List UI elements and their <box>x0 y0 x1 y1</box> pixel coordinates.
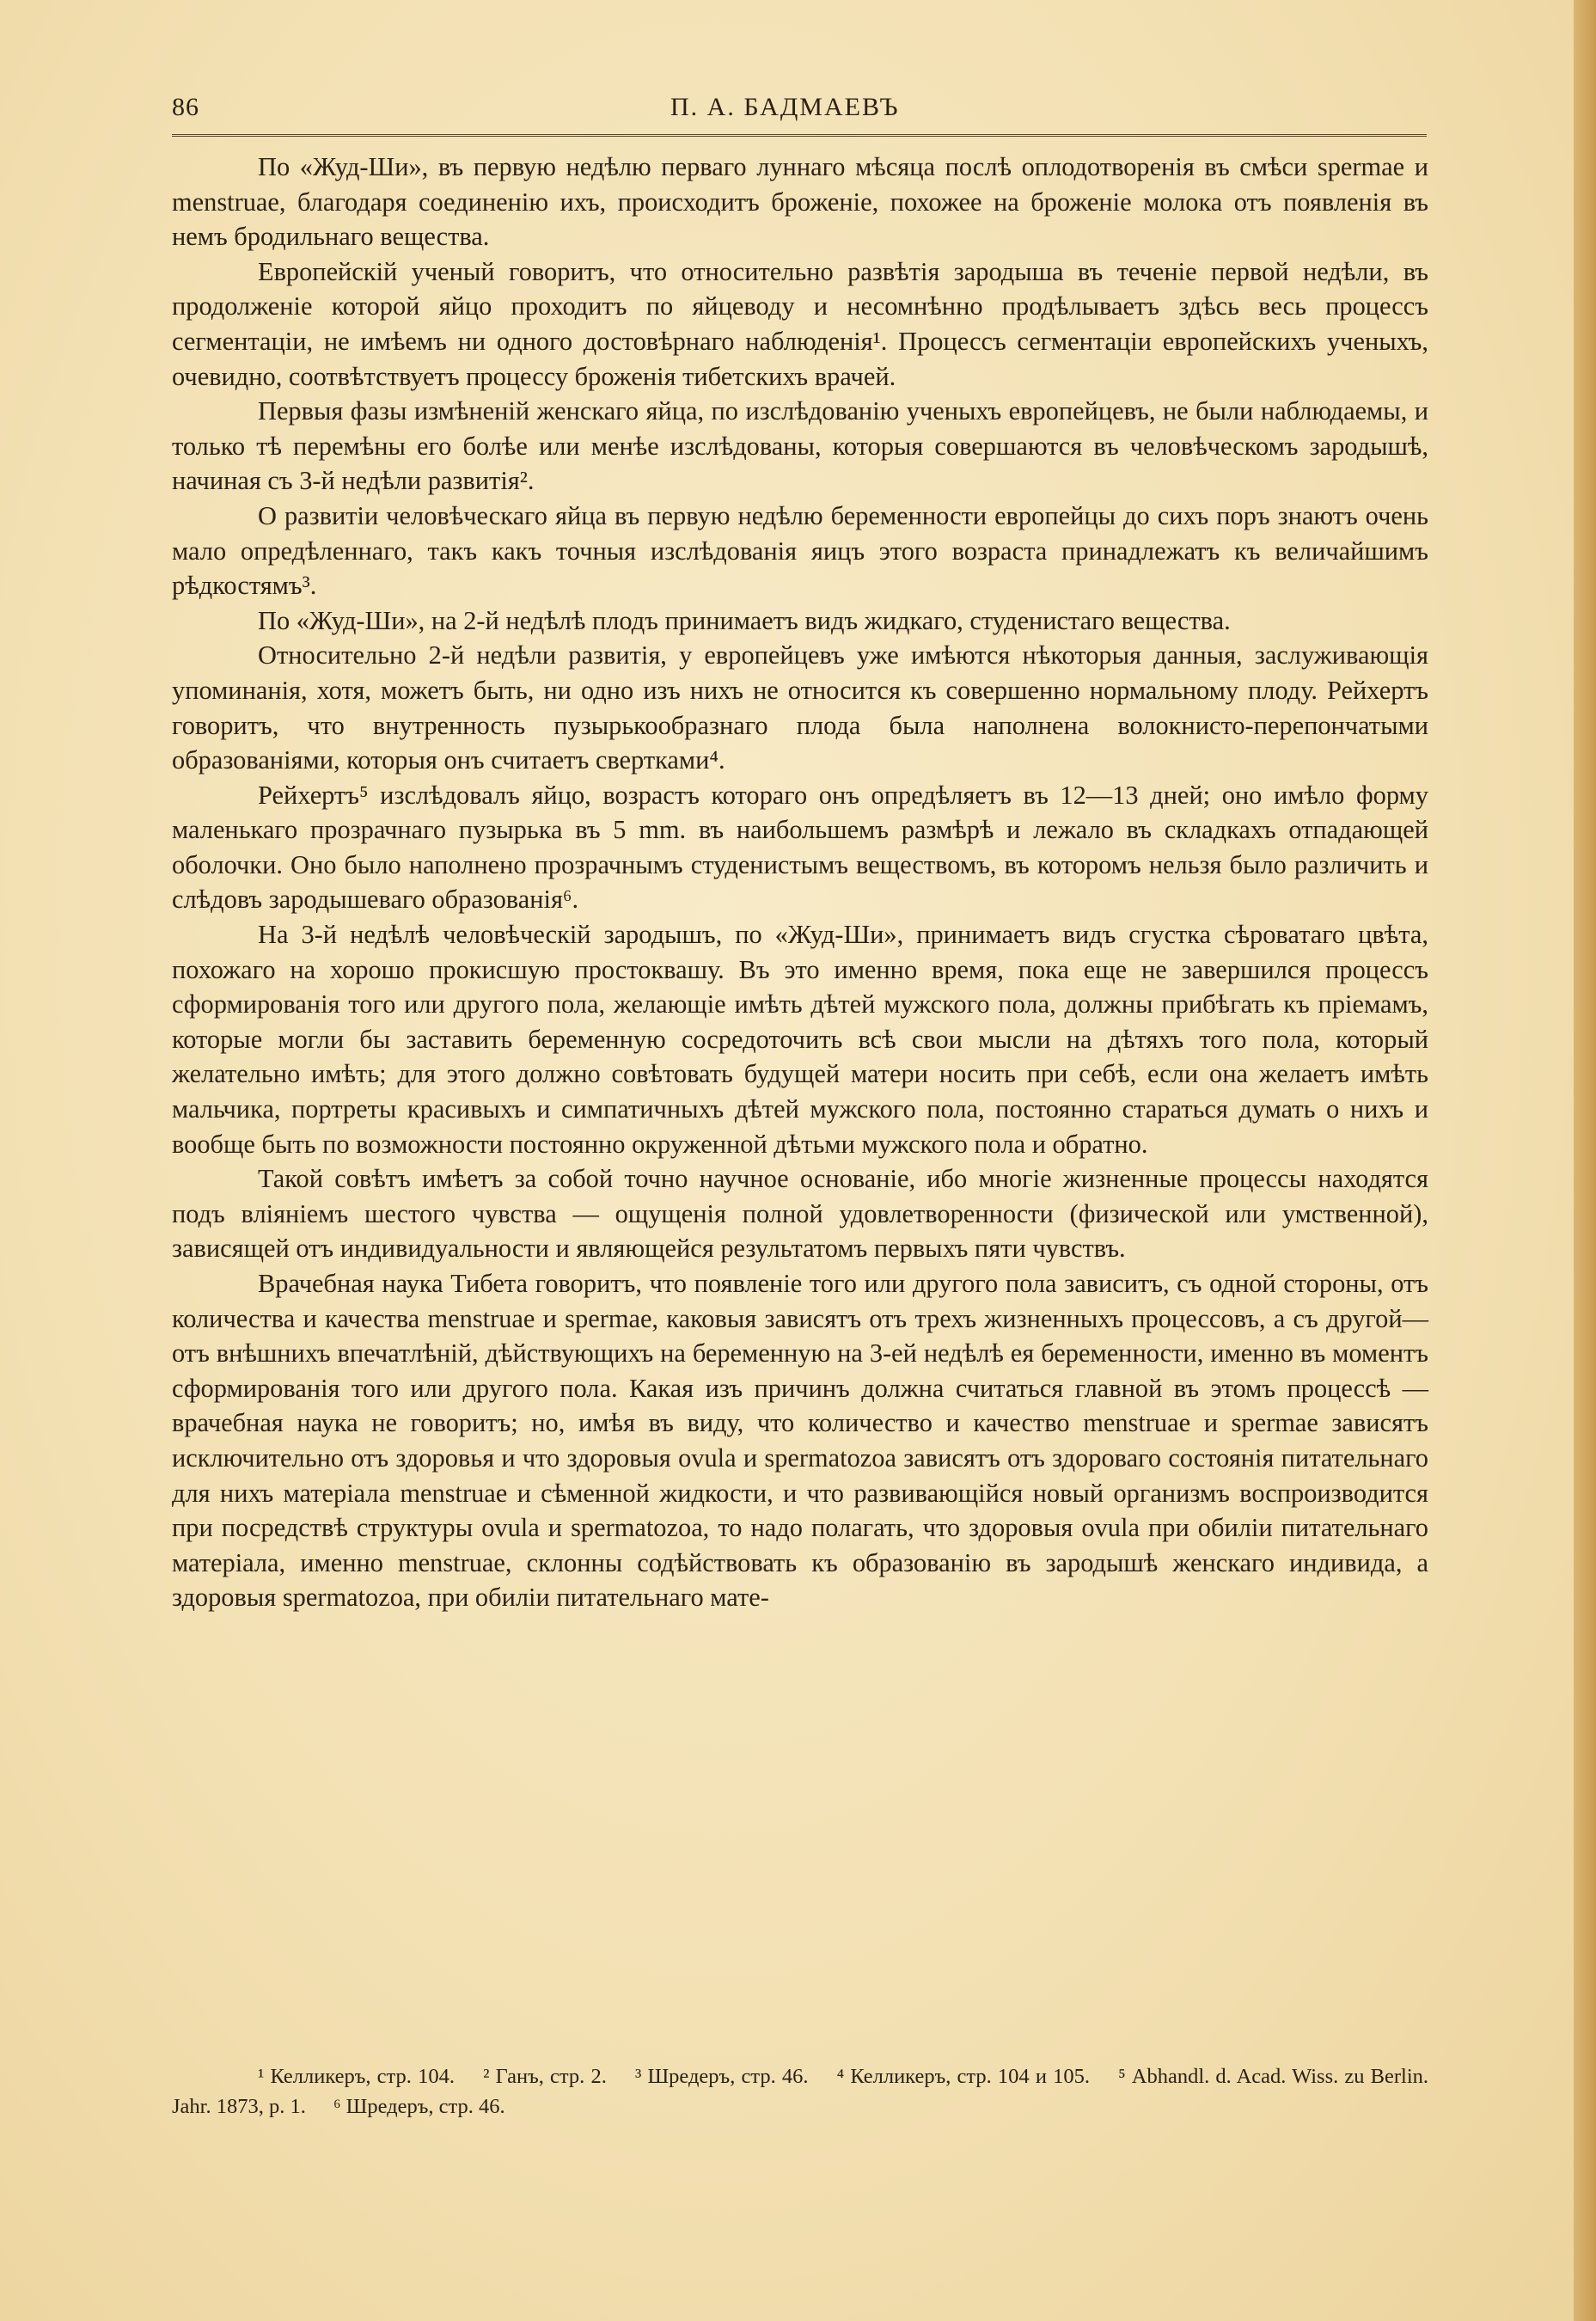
paragraph: По «Жуд-Ши», на 2-й недѣлѣ плодъ принимаетъ видъ жидкаго, студенистаго вещества. <box>258 605 1231 635</box>
paragraph: О развитіи человѣческаго яйца въ первую недѣлю беременности европейцы до сихъ поръ знаютъ очень мало опредѣленнаго, такъ какъ точныя изслѣдованія яицъ этого возраста принадлежатъ къ величайшимъ рѣдкостямъ³. <box>172 500 1428 601</box>
paragraph: Рейхертъ⁵ изслѣдовалъ яйцо, возрастъ котораго онъ опредѣляетъ въ 12—13 дней; оно имѣло форму маленькаго прозрачнаго пузырька въ 5 mm. въ наибольшемъ размѣрѣ и лежало въ складкахъ отпадающей оболочки. Оно было наполнено прозрачнымъ студенистымъ веществомъ, въ которомъ нельзя было различить и слѣдовъ зародышеваго образованія⁶. <box>172 780 1428 915</box>
paragraph: На 3-й недѣлѣ человѣческій зародышъ, по «Жуд-Ши», принимаетъ видъ сгустка сѣроватаго цвѣта, похожаго на хорошо прокисшую простоквашу. Въ это именно время, пока еще не завершился процессъ сформированія того или другого пола, желающіе имѣть дѣтей мужского пола, должны прибѣгать къ пріемамъ, которые могли бы заставить беременную сосредоточить всѣ свои мысли на дѣтяхъ того пола, который желательно имѣть; для этого должно совѣтовать будущей матери носить при себѣ, если она желаетъ имѣть мальчика, портреты красивыхъ и симпатичныхъ дѣтей мужского пола, постоянно стараться думать о нихъ и вообще быть по возможности постоянно окруженной дѣтьми мужского пола и обратно. <box>172 920 1428 1159</box>
footnote: ⁴ Келликеръ, стр. 104 и 105. <box>836 2065 1090 2088</box>
header-rule <box>172 134 1427 137</box>
paragraph: Такой совѣтъ имѣетъ за собой точно научное основаніе, ибо многіе жизненные процессы находятся подъ вліяніемъ шестого чувства — ощущенія полной удовлетворенности (физической или умственной), зависящей отъ индивидуальности и являющейся результатомъ первыхъ пяти чувствъ. <box>172 1164 1428 1264</box>
footnotes <box>172 2061 1428 2122</box>
footnote: ⁵ Abhandl. d. Acad. Wiss. zu Berlin. Jahr. 1873, p. 1. <box>172 2065 1428 2118</box>
paragraph: Европейскій ученый говоритъ, что относительно развѣтія зародыша въ теченіе первой недѣли, въ продолженіе которой яйцо проходитъ по яйцеводу и несомнѣнно продѣлываетъ здѣсь весь процессъ сегментаціи, не имѣемъ ни одного достовѣрнаго наблюденія¹. Процессъ сегментаціи европейскихъ ученыхъ, очевидно, соотвѣтствуетъ процессу броженія тибетскихъ врачей. <box>172 256 1428 391</box>
footnote: ⁶ Шредеръ, стр. 46. <box>333 2095 505 2118</box>
page-number: 86 <box>172 93 199 121</box>
footnote: ² Ганъ, стр. 2. <box>483 2065 607 2088</box>
footnote-block <box>172 2061 1428 2122</box>
paragraph: Относительно 2-й недѣли развитія, у европейцевъ уже имѣются нѣкоторыя данныя, заслуживающія упоминанія, хотя, можетъ быть, ни одно изъ нихъ не относится къ совершенно нормальному плоду. Рейхертъ говоритъ, что внутренность пузырькообразнаго плода была наполнена волокнисто-перепончатыми образованіями, которыя онъ считаетъ свертками⁴. <box>172 640 1428 775</box>
paragraph: По «Жуд-Ши», въ первую недѣлю перваго луннаго мѣсяца послѣ оплодотворенія въ смѣси spermae и menstruae, благодаря соединенію ихъ, происходитъ броженіе, похожее на броженіе молока отъ появленія въ немъ бродильнаго вещества. <box>172 152 1428 252</box>
paragraph: Первыя фазы измѣненій женскаго яйца, по изслѣдованію ученыхъ европейцевъ, не были наблюдаемы, и только тѣ перемѣны его болѣе или менѣе изслѣдованы, которыя совершаются въ человѣческомъ зародышѣ, начиная съ 3-й недѣли развитія². <box>172 396 1428 496</box>
footnote: ³ Шредеръ, стр. 46. <box>634 2065 809 2088</box>
page-edge <box>1574 0 1596 2321</box>
running-head: П. А. БАДМАЕВЪ <box>670 93 900 121</box>
page-header <box>172 93 1427 132</box>
paragraph: Врачебная наука Тибета говоритъ, что появленіе того или другого пола зависитъ, съ одной стороны, отъ количества и качества menstruae и spermae, каковыя зависятъ отъ трехъ жизненныхъ процессовъ, а съ другой—отъ внѣшнихъ впечатлѣній, дѣйствующихъ на беременную на 3-ей недѣлѣ ея беременности, именно въ моментъ сформированія того или другого пола. Какая изъ причинъ должна считаться главной въ этомъ процессѣ — врачебная наука не говоритъ; но, имѣя въ виду, что количество и качество menstruae и spermae зависятъ исключительно отъ здоровья и что здоровыя ovula и spermatozoa зависятъ отъ здороваго состоянія питательнаго для нихъ матеріала menstruae и сѣменной жидкости, и что развивающійся новый организмъ воспроизводится при посредствѣ структуры ovula и spermatozoa, то надо полагать, что здоровыя ovula при обиліи питательнаго матеріала, именно menstruae, склонны содѣйствовать къ образованію въ зародышѣ женскаго индивида, а здоровыя spermatozoa, при обиліи питательнаго мате- <box>172 1269 1428 1613</box>
body-text <box>172 150 1428 1615</box>
footnote: ¹ Келликеръ, стр. 104. <box>258 2065 455 2088</box>
